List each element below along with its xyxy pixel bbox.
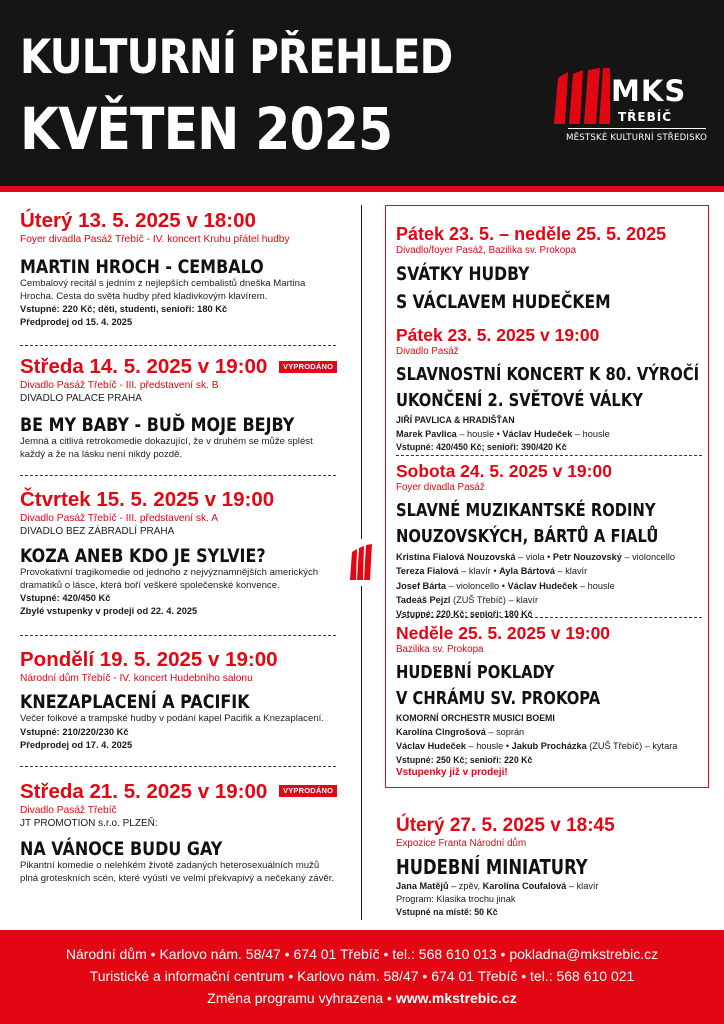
- event-description: Jemná a citlivá retrokomedie dokazující, že v druhém se může splést každý a že na lásku není nikdy pozdě.: [20, 436, 313, 460]
- header-accent-bar: [0, 186, 724, 192]
- event-presale: Předprodej od 15. 4. 2025: [20, 317, 133, 328]
- event-date: Úterý 13. 5. 2025 v 18:00: [20, 209, 256, 232]
- event-description: Provokativní tragikomedie od jednoho z nejvýznamnějších amerických dramatiků o lásce, která boří veškeré společenské konvence.: [20, 567, 319, 591]
- event-title: NA VÁNOCE BUDU GAY: [20, 838, 223, 860]
- event-date: Středa 14. 5. 2025 v 19:00: [20, 355, 268, 378]
- mks-logo: [548, 68, 708, 158]
- event-performers: Kristina Fialová Nouzovská – viola • Petr Nouzovský – violoncello: [396, 552, 675, 562]
- tickets-note: Vstupenky již v prodeji!: [396, 767, 508, 778]
- event-ensemble: JIŘÍ PAVLICA & HRADIŠŤAN: [396, 415, 515, 425]
- divider: [20, 766, 336, 767]
- event-title: MARTIN HROCH - CEMBALO: [20, 256, 264, 278]
- event-prices: Vstupné: 220 Kč; děti, studenti, senioři: 180 Kč: [20, 304, 228, 315]
- event-venue: Bazilika sv. Prokopa: [396, 644, 484, 655]
- festival-venue: Divadlo/foyer Pasáž, Bazilika sv. Prokopa: [396, 245, 577, 256]
- center-divider: [361, 205, 362, 539]
- event-date: Neděle 25. 5. 2025 v 19:00: [396, 623, 611, 643]
- event-date: Úterý 27. 5. 2025 v 18:45: [396, 815, 615, 836]
- festival-date: Pátek 23. 5. – neděle 25. 5. 2025: [396, 224, 667, 244]
- festival-event: [396, 623, 677, 767]
- event-performers: Tereza Fialová – klavír • Ayla Bártová – klavír: [396, 566, 588, 577]
- divider: [396, 617, 702, 618]
- event-title-line2: UKONČENÍ 2. SVĚTOVÉ VÁLKY: [396, 390, 643, 411]
- event-performers: Jana Matějů – zpěv, Karolína Coufalová – klavír: [396, 881, 599, 891]
- event-prices: Vstupné: 210/220/230 Kč: [20, 726, 129, 737]
- festival-title-line2: S VÁCLAVEM HUDEČKEM: [396, 291, 611, 313]
- event-presale: Zbylé vstupenky v prodeji od 22. 4. 2025: [20, 606, 198, 617]
- event-venue: Divadlo Pasáž Třebíč - III. představení sk. A: [20, 513, 218, 524]
- page-title-line1: KULTURNÍ PŘEHLED: [20, 30, 453, 85]
- page-title-line2: KVĚTEN 2025: [20, 95, 393, 163]
- mks-mark-icon: [349, 544, 375, 585]
- event-venue: Divadlo Pasáž Třebíč - III. představení sk. B: [20, 380, 219, 391]
- event-performers: Josef Bárta – violoncello • Václav Hudeček – housle: [396, 580, 615, 591]
- event-venue: Foyer divadla Pasáž: [396, 482, 485, 493]
- event-date: Pátek 23. 5. 2025 v 19:00: [396, 325, 600, 345]
- festival-header: [396, 224, 666, 316]
- logo-name: MKS: [611, 74, 687, 108]
- event-organizer: JT PROMOTION s.r.o. PLZEŇ:: [20, 818, 158, 829]
- event-prices: Vstupné: 220 Kč; senioři: 180 Kč: [396, 608, 533, 619]
- event-title-line1: SLAVNOSTNÍ KONCERT K 80. VÝROČÍ: [396, 364, 700, 385]
- event-date: Středa 21. 5. 2025 v 19:00: [20, 780, 268, 803]
- event-title-line2: NOUZOVSKÝCH, BÁRTŮ A FIALŮ: [396, 526, 659, 547]
- event-organizer: DIVADLO PALACE PRAHA: [20, 393, 142, 404]
- event-description: Cembalový recitál s jedním z nejlepších cembalistů dneška Martina Hrocha. Cesta do světa hudby před kladivkovým klavírem.: [20, 278, 306, 302]
- divider: [20, 635, 336, 636]
- event-title: HUDEBNÍ MINIATURY: [396, 855, 588, 879]
- divider: [20, 475, 336, 476]
- event-title-line2: V CHRÁMU SV. PROKOPA: [396, 688, 601, 709]
- event-prices: Vstupné: 420/450 Kč; senioři: 390/420 Kč: [396, 442, 567, 453]
- event-title: KNEZAPLACENÍ A PACIFIK: [20, 691, 250, 713]
- event-venue: Divadlo Pasáž: [396, 346, 459, 357]
- sold-out-badge: VYPRODÁNO: [279, 361, 337, 373]
- event-venue: Národní dům Třebíč - IV. koncert Hudebního salonu: [20, 673, 253, 684]
- event-prices: Vstupné: 250 Kč; senioři: 220 Kč: [396, 754, 533, 765]
- event-performers: Marek Pavlica – housle • Václav Hudeček – housle: [396, 429, 610, 439]
- footer: [0, 930, 724, 1024]
- festival-title-line1: SVÁTKY HUDBY: [396, 263, 530, 285]
- festival-event: [396, 461, 716, 621]
- logo-subtitle: MĚSTSKÉ KULTURNÍ STŘEDISKO: [566, 133, 708, 143]
- event-description: Večer folkové a trampské hudby v podání kapel Pacifik a Knezaplacení.: [20, 713, 324, 724]
- event-presale: Předprodej od 17. 4. 2025: [20, 739, 133, 750]
- event-performers: Karolína Cingrošová – soprán: [396, 727, 525, 737]
- event-prices: Vstupné na místě: 50 Kč: [396, 907, 498, 917]
- footer-contact-national-house: Národní dům • Karlovo nám. 58/47 • 674 01 Třebíč • tel.: 568 610 013 • pokladna@mkstrebic.cz: [65, 946, 659, 962]
- center-divider: [361, 586, 362, 920]
- event-program: Program: Klasika trochu jinak: [396, 894, 516, 904]
- event-date: Čtvrtek 15. 5. 2025 v 19:00: [20, 488, 275, 511]
- event-prices: Vstupné: 420/450 Kč: [20, 593, 111, 604]
- footer-note: Změna programu vyhrazena • www.mkstrebic.cz: [207, 990, 517, 1006]
- event-performers: Václav Hudeček – housle • Jakub Procházka (ZUŠ Třebíč) – kytara: [396, 741, 678, 752]
- event-title: KOZA ANEB KDO JE SYLVIE?: [20, 545, 266, 567]
- event-venue: Divadlo Pasáž Třebíč: [20, 805, 117, 816]
- event-card: [20, 488, 345, 618]
- header: [0, 0, 724, 186]
- divider: [396, 455, 702, 456]
- event-date: Sobota 24. 5. 2025 v 19:00: [396, 461, 612, 481]
- event-organizer: DIVADLO BEZ ZÁBRADLÍ PRAHA: [20, 526, 175, 537]
- event-title: BE MY BABY - BUĎ MOJE BEJBY: [20, 414, 295, 436]
- divider: [20, 345, 336, 346]
- event-title-line1: HUDEBNÍ POKLADY: [396, 662, 555, 683]
- event-card: [20, 209, 345, 329]
- event-venue: Expozice Franta Národní dům: [396, 838, 527, 849]
- sold-out-badge: VYPRODÁNO: [279, 785, 337, 797]
- event-date: Pondělí 19. 5. 2025 v 19:00: [20, 648, 278, 671]
- footer-contact-info-center: Turistické a informační centrum • Karlovo nám. 58/47 • 674 01 Třebíč • tel.: 568 610 021: [89, 968, 635, 984]
- event-description: Pikantní komedie o nelehkém životě zadaných heterosexuálních mužů plná groteskních scén, které vyústí ve velmi překvapivý a nečekaný závěr.: [20, 860, 335, 884]
- event-venue: Foyer divadla Pasáž Třebíč - IV. koncert Kruhu přátel hudby: [20, 234, 290, 245]
- event-ensemble: KOMORNÍ ORCHESTR MUSICI BOEMI: [396, 713, 555, 723]
- festival-event: [396, 325, 724, 454]
- event-card: [396, 815, 630, 919]
- website-link[interactable]: www.mkstrebic.cz: [395, 990, 517, 1006]
- logo-city: TŘEBÍČ: [618, 110, 673, 124]
- event-title-line1: SLAVNÉ MUZIKANTSKÉ RODINY: [396, 500, 656, 521]
- event-card: [20, 648, 345, 752]
- event-performers: Tadeáš Pejzl (ZUŠ Třebíč) – klavír: [396, 595, 539, 606]
- mks-logo-stripes-icon: [548, 68, 610, 124]
- logo-divider: [568, 128, 706, 129]
